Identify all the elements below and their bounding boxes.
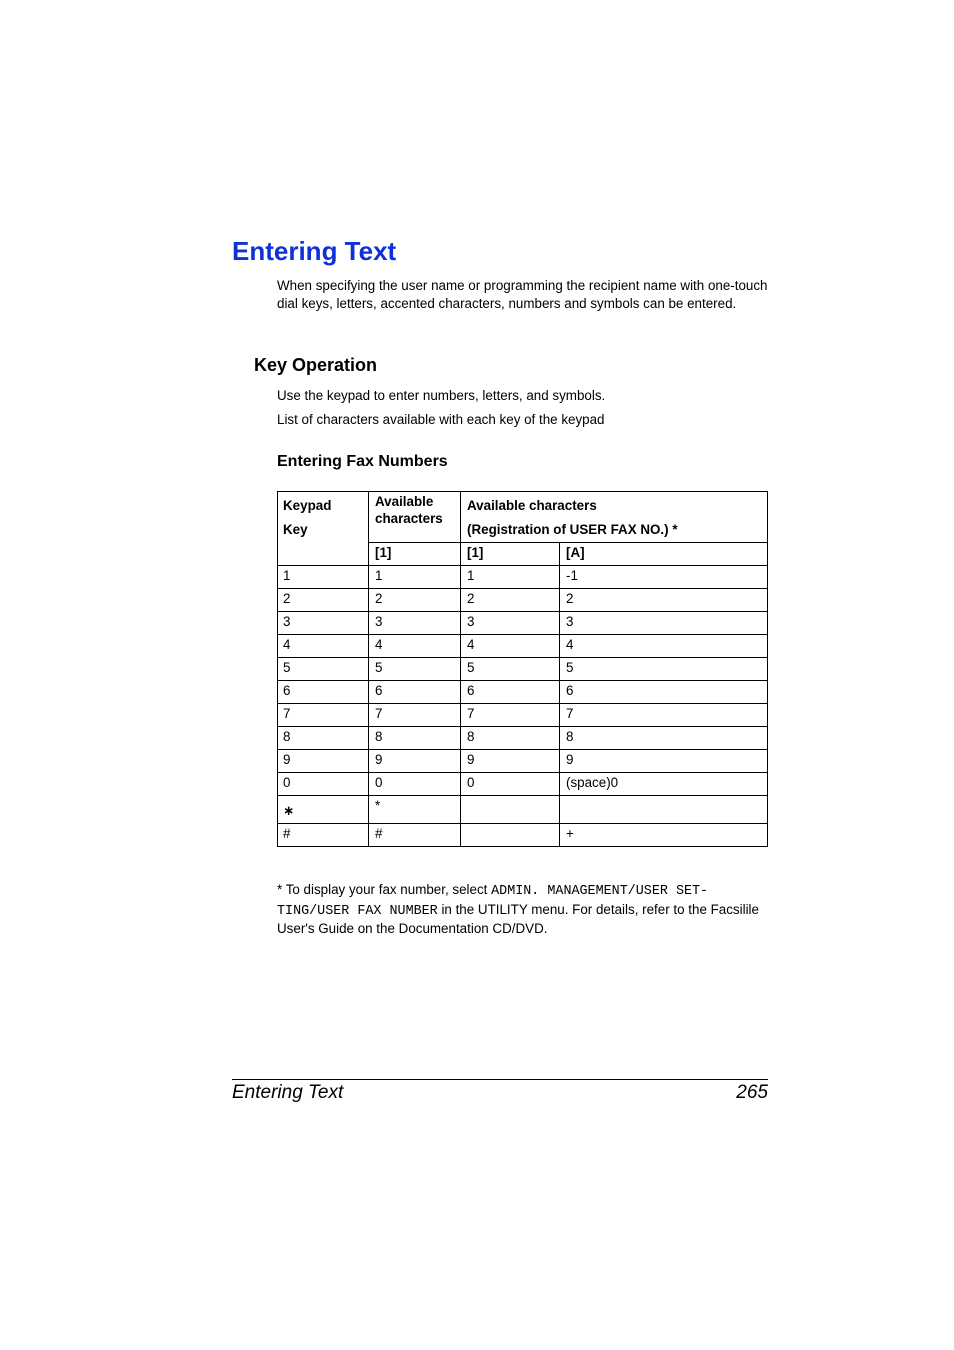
table-cell: 9 [278,750,369,773]
table-cell: 1 [278,566,369,589]
table-cell: 8 [369,727,461,750]
table-cell: 2 [560,589,768,612]
table-cell: 7 [369,704,461,727]
intro-paragraph: When specifying the user name or programming the recipient name with one-touch dial keys, letters, accented characters, numbers and symbols can be entered. [277,278,768,311]
table-cell: 1 [369,566,461,589]
table-cell: # [278,824,369,847]
header-registration-line2: (Registration of USER FAX NO.) * [467,522,678,537]
page-number: 265 [736,1082,768,1103]
table-cell: (space)0 [560,773,768,796]
table-row [278,727,768,750]
asterisk-key-symbol: ∗ [283,803,295,818]
table-row [278,589,768,612]
table-cell: 8 [461,727,560,750]
subheader-cell: [1] [461,543,560,566]
table-row [278,824,768,847]
table-cell: 5 [278,658,369,681]
table-row [278,635,768,658]
footer-divider [232,1079,768,1080]
table-cell: 2 [369,589,461,612]
page-title: Entering Text [232,236,397,266]
subheader-cell: [1] [369,543,461,566]
table-cell: 4 [461,635,560,658]
table-cell: 2 [461,589,560,612]
table-cell: 7 [461,704,560,727]
table-cell: * [369,796,461,824]
header-registration-line1: Available characters [467,498,597,513]
header-keypad-key [278,492,369,566]
footer-title: Entering Text [232,1082,344,1103]
table-cell: 2 [278,589,369,612]
table-cell: 3 [369,612,461,635]
table-cell: 9 [369,750,461,773]
table-cell: 0 [278,773,369,796]
header-available-characters: Available characters [369,492,461,543]
table-row [278,796,768,824]
footnote-menu-path-2: TING/USER FAX NUMBER [277,903,438,919]
table-row [278,566,768,589]
table-cell: 7 [560,704,768,727]
header-registration [461,492,768,543]
table-cell: 6 [369,681,461,704]
subheader-cell: [A] [560,543,768,566]
table-cell: 8 [560,727,768,750]
table-cell: # [369,824,461,847]
table-cell: 3 [560,612,768,635]
table-cell: 9 [560,750,768,773]
table-cell: 1 [461,566,560,589]
table-row [278,658,768,681]
footnote-suffix: in the UTILITY menu. For details, refer to the Facsilile User's Guide on the Documentation CD/DVD. [277,901,759,937]
keypad-characters-table [277,491,768,847]
table-cell: 9 [461,750,560,773]
table-cell: -1 [560,566,768,589]
table-cell: 4 [369,635,461,658]
table-cell: 5 [461,658,560,681]
table-cell: 6 [560,681,768,704]
table-cell: 8 [278,727,369,750]
table-row [278,750,768,773]
section-heading: Key Operation [254,355,378,375]
table-cell: + [560,824,768,847]
header-keypad-line1: Keypad [283,498,332,513]
table-row [278,612,768,635]
table-cell [560,796,768,824]
table-cell: 5 [369,658,461,681]
table-cell: 0 [461,773,560,796]
header-keypad-line2: Key [283,522,308,537]
table-cell [278,796,369,824]
table-cell: 7 [278,704,369,727]
keypad-description: Use the keypad to enter numbers, letters, and symbols. [277,388,606,403]
table-caption: List of characters available with each key of the keypad [277,412,605,427]
table-row [278,704,768,727]
table-cell: 3 [461,612,560,635]
table-cell: 6 [461,681,560,704]
table-row [278,773,768,796]
footnote-prefix: * To display your fax number, select [277,882,492,897]
table-cell [461,824,560,847]
table-cell: 6 [278,681,369,704]
table-cell: 4 [278,635,369,658]
table-cell: 0 [369,773,461,796]
table-row [278,681,768,704]
table-cell [461,796,560,824]
footnote-menu-path-1: ADMIN. MANAGEMENT/USER SET- [491,884,709,899]
table-cell: 4 [560,635,768,658]
table-cell: 3 [278,612,369,635]
table-header-row [278,492,768,543]
footnote [277,881,772,938]
table-cell: 5 [560,658,768,681]
subsection-heading: Entering Fax Numbers [277,453,448,470]
